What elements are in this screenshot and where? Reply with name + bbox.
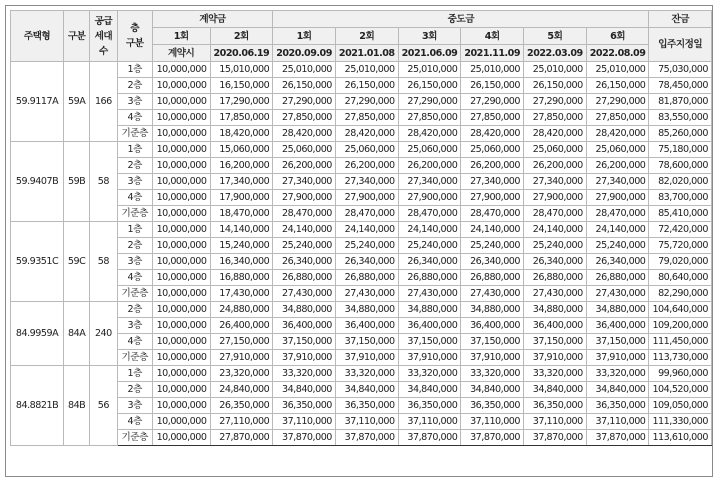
division-cell: 59A — [64, 62, 90, 142]
payment-amount-cell: 25,240,000 — [335, 238, 398, 254]
payment-amount-cell: 24,140,000 — [586, 222, 649, 238]
payment-amount-cell: 37,150,000 — [524, 334, 587, 350]
header-date: 2022.08.09 — [586, 45, 649, 62]
payment-amount-cell: 27,340,000 — [524, 174, 587, 190]
payment-amount-cell: 37,150,000 — [461, 334, 524, 350]
payment-amount-cell: 23,320,000 — [210, 366, 273, 382]
payment-amount-cell: 17,340,000 — [210, 174, 273, 190]
header-round: 1회 — [152, 28, 210, 45]
payment-amount-cell: 25,010,000 — [398, 62, 461, 78]
payment-amount-cell: 36,350,000 — [398, 398, 461, 414]
payment-amount-cell: 25,060,000 — [273, 142, 336, 158]
payment-amount-cell: 24,840,000 — [210, 382, 273, 398]
header-middle-payment: 중도금 — [273, 11, 649, 28]
payment-amount-cell: 37,910,000 — [461, 350, 524, 366]
payment-amount-cell: 10,000,000 — [152, 206, 210, 222]
payment-amount-cell: 34,840,000 — [524, 382, 587, 398]
payment-amount-cell: 27,850,000 — [461, 110, 524, 126]
payment-amount-cell: 27,870,000 — [210, 430, 273, 446]
payment-amount-cell: 27,900,000 — [524, 190, 587, 206]
header-date: 계약시 — [152, 45, 210, 62]
payment-amount-cell: 26,200,000 — [273, 158, 336, 174]
payment-amount-cell: 37,870,000 — [335, 430, 398, 446]
payment-amount-cell: 37,150,000 — [586, 334, 649, 350]
payment-amount-cell: 10,000,000 — [152, 110, 210, 126]
table-row — [11, 366, 712, 382]
payment-amount-cell: 25,010,000 — [335, 62, 398, 78]
payment-amount-cell: 37,870,000 — [524, 430, 587, 446]
payment-amount-cell: 34,840,000 — [335, 382, 398, 398]
payment-amount-cell: 37,870,000 — [461, 430, 524, 446]
header-floor-division: 층 구분 — [117, 11, 152, 62]
document-frame — [5, 5, 713, 477]
table-row — [11, 222, 712, 238]
payment-amount-cell: 27,340,000 — [586, 174, 649, 190]
payment-amount-cell: 27,430,000 — [586, 286, 649, 302]
payment-amount-cell: 15,060,000 — [210, 142, 273, 158]
header-date: 2021.06.09 — [398, 45, 461, 62]
floor-cell: 3층 — [117, 318, 152, 334]
table-row — [11, 142, 712, 158]
payment-amount-cell: 28,420,000 — [524, 126, 587, 142]
supply-units-cell: 56 — [90, 366, 117, 446]
payment-amount-cell: 34,840,000 — [398, 382, 461, 398]
payment-amount-cell: 33,320,000 — [273, 366, 336, 382]
payment-amount-cell: 34,880,000 — [273, 302, 336, 318]
header-round: 3회 — [398, 28, 461, 45]
floor-cell: 2층 — [117, 78, 152, 94]
payment-amount-cell: 24,140,000 — [461, 222, 524, 238]
balance-amount-cell: 111,450,000 — [649, 334, 712, 350]
payment-amount-cell: 27,850,000 — [524, 110, 587, 126]
payment-amount-cell: 34,880,000 — [398, 302, 461, 318]
payment-amount-cell: 26,200,000 — [524, 158, 587, 174]
payment-amount-cell: 33,320,000 — [335, 366, 398, 382]
payment-amount-cell: 26,880,000 — [461, 270, 524, 286]
payment-amount-cell: 37,110,000 — [273, 414, 336, 430]
payment-amount-cell: 27,430,000 — [335, 286, 398, 302]
payment-amount-cell: 24,140,000 — [335, 222, 398, 238]
floor-cell: 4층 — [117, 414, 152, 430]
payment-amount-cell: 33,320,000 — [461, 366, 524, 382]
payment-amount-cell: 26,150,000 — [273, 78, 336, 94]
balance-amount-cell: 104,640,000 — [649, 302, 712, 318]
payment-amount-cell: 26,880,000 — [398, 270, 461, 286]
payment-amount-cell: 10,000,000 — [152, 158, 210, 174]
payment-amount-cell: 25,060,000 — [586, 142, 649, 158]
balance-amount-cell: 78,600,000 — [649, 158, 712, 174]
payment-amount-cell: 27,290,000 — [273, 94, 336, 110]
balance-amount-cell: 80,640,000 — [649, 270, 712, 286]
payment-amount-cell: 34,880,000 — [586, 302, 649, 318]
payment-amount-cell: 36,350,000 — [524, 398, 587, 414]
payment-amount-cell: 37,870,000 — [273, 430, 336, 446]
floor-cell: 3층 — [117, 174, 152, 190]
payment-amount-cell: 26,200,000 — [461, 158, 524, 174]
payment-amount-cell: 27,900,000 — [273, 190, 336, 206]
header-round: 2회 — [335, 28, 398, 45]
payment-amount-cell: 10,000,000 — [152, 366, 210, 382]
floor-cell: 3층 — [117, 94, 152, 110]
payment-amount-cell: 37,910,000 — [586, 350, 649, 366]
payment-amount-cell: 26,200,000 — [586, 158, 649, 174]
payment-amount-cell: 37,150,000 — [398, 334, 461, 350]
payment-amount-cell: 10,000,000 — [152, 334, 210, 350]
payment-amount-cell: 18,420,000 — [210, 126, 273, 142]
payment-amount-cell: 37,910,000 — [335, 350, 398, 366]
payment-amount-cell: 10,000,000 — [152, 174, 210, 190]
payment-amount-cell: 10,000,000 — [152, 302, 210, 318]
floor-cell: 2층 — [117, 238, 152, 254]
header-round: 5회 — [524, 28, 587, 45]
payment-amount-cell: 10,000,000 — [152, 350, 210, 366]
payment-amount-cell: 26,150,000 — [586, 78, 649, 94]
payment-amount-cell: 34,840,000 — [273, 382, 336, 398]
payment-amount-cell: 27,850,000 — [273, 110, 336, 126]
header-balance-date: 입주지정일 — [649, 28, 712, 62]
payment-amount-cell: 27,900,000 — [461, 190, 524, 206]
payment-amount-cell: 36,350,000 — [586, 398, 649, 414]
payment-amount-cell: 36,400,000 — [586, 318, 649, 334]
payment-amount-cell: 36,400,000 — [335, 318, 398, 334]
payment-amount-cell: 26,150,000 — [524, 78, 587, 94]
payment-amount-cell: 10,000,000 — [152, 430, 210, 446]
payment-amount-cell: 34,880,000 — [335, 302, 398, 318]
balance-amount-cell: 72,420,000 — [649, 222, 712, 238]
payment-amount-cell: 28,420,000 — [398, 126, 461, 142]
payment-amount-cell: 37,110,000 — [398, 414, 461, 430]
payment-amount-cell: 26,340,000 — [524, 254, 587, 270]
payment-amount-cell: 27,340,000 — [273, 174, 336, 190]
payment-amount-cell: 26,340,000 — [398, 254, 461, 270]
floor-cell: 기준층 — [117, 126, 152, 142]
payment-amount-cell: 27,900,000 — [398, 190, 461, 206]
payment-amount-cell: 16,150,000 — [210, 78, 273, 94]
balance-amount-cell: 83,550,000 — [649, 110, 712, 126]
payment-amount-cell: 33,320,000 — [398, 366, 461, 382]
payment-amount-cell: 28,420,000 — [586, 126, 649, 142]
payment-amount-cell: 26,200,000 — [335, 158, 398, 174]
payment-amount-cell: 27,430,000 — [461, 286, 524, 302]
payment-amount-cell: 16,200,000 — [210, 158, 273, 174]
payment-amount-cell: 24,140,000 — [524, 222, 587, 238]
payment-amount-cell: 37,110,000 — [335, 414, 398, 430]
header-balance: 잔금 — [649, 11, 712, 28]
division-cell: 59B — [64, 142, 90, 222]
payment-amount-cell: 25,240,000 — [461, 238, 524, 254]
payment-amount-cell: 37,910,000 — [273, 350, 336, 366]
header-round: 6회 — [586, 28, 649, 45]
payment-amount-cell: 26,880,000 — [586, 270, 649, 286]
payment-amount-cell: 10,000,000 — [152, 414, 210, 430]
payment-amount-cell: 33,320,000 — [586, 366, 649, 382]
payment-amount-cell: 24,140,000 — [273, 222, 336, 238]
balance-amount-cell: 109,050,000 — [649, 398, 712, 414]
payment-amount-cell: 10,000,000 — [152, 222, 210, 238]
payment-amount-cell: 25,060,000 — [461, 142, 524, 158]
balance-amount-cell: 99,960,000 — [649, 366, 712, 382]
balance-amount-cell: 111,330,000 — [649, 414, 712, 430]
header-round: 1회 — [273, 28, 336, 45]
payment-amount-cell: 37,150,000 — [335, 334, 398, 350]
balance-amount-cell: 83,700,000 — [649, 190, 712, 206]
balance-amount-cell: 81,870,000 — [649, 94, 712, 110]
payment-amount-cell: 27,850,000 — [335, 110, 398, 126]
payment-amount-cell: 27,150,000 — [210, 334, 273, 350]
payment-amount-cell: 25,010,000 — [461, 62, 524, 78]
payment-amount-cell: 26,880,000 — [524, 270, 587, 286]
table-row — [11, 302, 712, 318]
supply-units-cell: 240 — [90, 302, 117, 366]
floor-cell: 1층 — [117, 222, 152, 238]
floor-cell: 2층 — [117, 158, 152, 174]
payment-amount-cell: 26,150,000 — [335, 78, 398, 94]
header-date: 2022.03.09 — [524, 45, 587, 62]
payment-amount-cell: 27,340,000 — [461, 174, 524, 190]
payment-amount-cell: 27,430,000 — [524, 286, 587, 302]
payment-amount-cell: 26,150,000 — [461, 78, 524, 94]
payment-amount-cell: 34,840,000 — [461, 382, 524, 398]
housing-type-cell: 59.9351C — [11, 222, 64, 302]
header-round: 4회 — [461, 28, 524, 45]
payment-amount-cell: 36,400,000 — [524, 318, 587, 334]
payment-amount-cell: 18,470,000 — [210, 206, 273, 222]
payment-amount-cell: 10,000,000 — [152, 254, 210, 270]
header-round: 2회 — [210, 28, 273, 45]
payment-amount-cell: 26,150,000 — [398, 78, 461, 94]
floor-cell: 4층 — [117, 334, 152, 350]
payment-amount-cell: 24,140,000 — [398, 222, 461, 238]
payment-amount-cell: 27,290,000 — [335, 94, 398, 110]
payment-amount-cell: 25,010,000 — [586, 62, 649, 78]
balance-amount-cell: 75,030,000 — [649, 62, 712, 78]
payment-amount-cell: 27,290,000 — [586, 94, 649, 110]
payment-amount-cell: 36,350,000 — [335, 398, 398, 414]
header-date: 2021.01.08 — [335, 45, 398, 62]
payment-amount-cell: 10,000,000 — [152, 78, 210, 94]
floor-cell: 4층 — [117, 110, 152, 126]
payment-amount-cell: 28,470,000 — [273, 206, 336, 222]
table-body — [11, 62, 712, 446]
payment-amount-cell: 25,010,000 — [524, 62, 587, 78]
payment-amount-cell: 36,400,000 — [461, 318, 524, 334]
payment-amount-cell: 27,430,000 — [273, 286, 336, 302]
payment-amount-cell: 26,340,000 — [335, 254, 398, 270]
floor-cell: 4층 — [117, 190, 152, 206]
balance-amount-cell: 82,290,000 — [649, 286, 712, 302]
floor-cell: 2층 — [117, 302, 152, 318]
payment-amount-cell: 36,350,000 — [461, 398, 524, 414]
division-cell: 59C — [64, 222, 90, 302]
payment-amount-cell: 25,240,000 — [398, 238, 461, 254]
payment-amount-cell: 27,290,000 — [398, 94, 461, 110]
housing-type-cell: 84.9959A — [11, 302, 64, 366]
header-contract-deposit: 계약금 — [152, 11, 272, 28]
payment-amount-cell: 10,000,000 — [152, 286, 210, 302]
payment-amount-cell: 28,470,000 — [335, 206, 398, 222]
supply-units-cell: 58 — [90, 222, 117, 302]
floor-cell: 기준층 — [117, 430, 152, 446]
header-supply-units: 공급 세대수 — [90, 11, 117, 62]
header-date: 2020.09.09 — [273, 45, 336, 62]
payment-amount-cell: 14,140,000 — [210, 222, 273, 238]
payment-amount-cell: 10,000,000 — [152, 126, 210, 142]
division-cell: 84A — [64, 302, 90, 366]
payment-amount-cell: 26,340,000 — [586, 254, 649, 270]
payment-amount-cell: 10,000,000 — [152, 142, 210, 158]
housing-type-cell: 59.9117A — [11, 62, 64, 142]
payment-amount-cell: 16,880,000 — [210, 270, 273, 286]
payment-amount-cell: 27,110,000 — [210, 414, 273, 430]
payment-amount-cell: 27,900,000 — [335, 190, 398, 206]
payment-amount-cell: 28,470,000 — [461, 206, 524, 222]
payment-amount-cell: 36,400,000 — [398, 318, 461, 334]
payment-amount-cell: 37,910,000 — [398, 350, 461, 366]
payment-amount-cell: 17,850,000 — [210, 110, 273, 126]
payment-amount-cell: 26,880,000 — [335, 270, 398, 286]
payment-amount-cell: 15,010,000 — [210, 62, 273, 78]
payment-amount-cell: 27,430,000 — [398, 286, 461, 302]
floor-cell: 1층 — [117, 142, 152, 158]
balance-amount-cell: 85,410,000 — [649, 206, 712, 222]
payment-amount-cell: 28,420,000 — [461, 126, 524, 142]
payment-amount-cell: 17,430,000 — [210, 286, 273, 302]
payment-amount-cell: 26,350,000 — [210, 398, 273, 414]
floor-cell: 4층 — [117, 270, 152, 286]
payment-amount-cell: 25,010,000 — [273, 62, 336, 78]
payment-amount-cell: 27,850,000 — [398, 110, 461, 126]
floor-cell: 기준층 — [117, 350, 152, 366]
balance-amount-cell: 82,020,000 — [649, 174, 712, 190]
balance-amount-cell: 78,450,000 — [649, 78, 712, 94]
payment-amount-cell: 10,000,000 — [152, 398, 210, 414]
balance-amount-cell: 113,730,000 — [649, 350, 712, 366]
payment-amount-cell: 27,290,000 — [524, 94, 587, 110]
header-housing-type: 주택형 — [11, 11, 64, 62]
payment-amount-cell: 26,880,000 — [273, 270, 336, 286]
payment-amount-cell: 10,000,000 — [152, 318, 210, 334]
payment-amount-cell: 25,060,000 — [398, 142, 461, 158]
payment-amount-cell: 37,870,000 — [398, 430, 461, 446]
payment-amount-cell: 27,290,000 — [461, 94, 524, 110]
housing-type-cell: 59.9407B — [11, 142, 64, 222]
housing-type-cell: 84.8821B — [11, 366, 64, 446]
payment-schedule-table — [10, 10, 712, 446]
payment-amount-cell: 34,840,000 — [586, 382, 649, 398]
payment-amount-cell: 25,240,000 — [524, 238, 587, 254]
payment-amount-cell: 25,240,000 — [586, 238, 649, 254]
payment-amount-cell: 25,060,000 — [524, 142, 587, 158]
payment-amount-cell: 10,000,000 — [152, 270, 210, 286]
header-division: 구분 — [64, 11, 90, 62]
header-date: 2020.06.19 — [210, 45, 273, 62]
floor-cell: 1층 — [117, 62, 152, 78]
payment-amount-cell: 10,000,000 — [152, 382, 210, 398]
payment-amount-cell: 16,340,000 — [210, 254, 273, 270]
payment-amount-cell: 28,470,000 — [586, 206, 649, 222]
payment-amount-cell: 27,340,000 — [335, 174, 398, 190]
payment-amount-cell: 34,880,000 — [461, 302, 524, 318]
balance-amount-cell: 85,260,000 — [649, 126, 712, 142]
payment-amount-cell: 28,470,000 — [398, 206, 461, 222]
payment-amount-cell: 10,000,000 — [152, 62, 210, 78]
payment-amount-cell: 27,900,000 — [586, 190, 649, 206]
payment-amount-cell: 17,900,000 — [210, 190, 273, 206]
floor-cell: 3층 — [117, 398, 152, 414]
payment-amount-cell: 24,880,000 — [210, 302, 273, 318]
balance-amount-cell: 75,720,000 — [649, 238, 712, 254]
payment-amount-cell: 25,240,000 — [273, 238, 336, 254]
header-date: 2021.11.09 — [461, 45, 524, 62]
supply-units-cell: 58 — [90, 142, 117, 222]
floor-cell: 기준층 — [117, 286, 152, 302]
balance-amount-cell: 109,200,000 — [649, 318, 712, 334]
payment-amount-cell: 33,320,000 — [524, 366, 587, 382]
floor-cell: 기준층 — [117, 206, 152, 222]
payment-amount-cell: 37,110,000 — [461, 414, 524, 430]
payment-amount-cell: 26,400,000 — [210, 318, 273, 334]
floor-cell: 2층 — [117, 382, 152, 398]
payment-amount-cell: 36,400,000 — [273, 318, 336, 334]
payment-amount-cell: 15,240,000 — [210, 238, 273, 254]
payment-amount-cell: 27,850,000 — [586, 110, 649, 126]
payment-amount-cell: 34,880,000 — [524, 302, 587, 318]
payment-amount-cell: 10,000,000 — [152, 238, 210, 254]
balance-amount-cell: 75,180,000 — [649, 142, 712, 158]
payment-amount-cell: 36,350,000 — [273, 398, 336, 414]
payment-amount-cell: 10,000,000 — [152, 190, 210, 206]
division-cell: 84B — [64, 366, 90, 446]
floor-cell: 3층 — [117, 254, 152, 270]
payment-amount-cell: 27,910,000 — [210, 350, 273, 366]
payment-amount-cell: 37,110,000 — [524, 414, 587, 430]
table-row — [11, 62, 712, 78]
payment-amount-cell: 17,290,000 — [210, 94, 273, 110]
supply-units-cell: 166 — [90, 62, 117, 142]
payment-amount-cell: 10,000,000 — [152, 94, 210, 110]
payment-amount-cell: 28,420,000 — [273, 126, 336, 142]
payment-amount-cell: 37,910,000 — [524, 350, 587, 366]
payment-amount-cell: 28,420,000 — [335, 126, 398, 142]
balance-amount-cell: 104,520,000 — [649, 382, 712, 398]
payment-amount-cell: 26,340,000 — [461, 254, 524, 270]
payment-amount-cell: 26,200,000 — [398, 158, 461, 174]
payment-amount-cell: 37,150,000 — [273, 334, 336, 350]
payment-amount-cell: 37,110,000 — [586, 414, 649, 430]
payment-amount-cell: 26,340,000 — [273, 254, 336, 270]
payment-amount-cell: 28,470,000 — [524, 206, 587, 222]
payment-amount-cell: 27,340,000 — [398, 174, 461, 190]
floor-cell: 1층 — [117, 366, 152, 382]
payment-amount-cell: 37,870,000 — [586, 430, 649, 446]
balance-amount-cell: 113,610,000 — [649, 430, 712, 446]
balance-amount-cell: 79,020,000 — [649, 254, 712, 270]
payment-amount-cell: 25,060,000 — [335, 142, 398, 158]
